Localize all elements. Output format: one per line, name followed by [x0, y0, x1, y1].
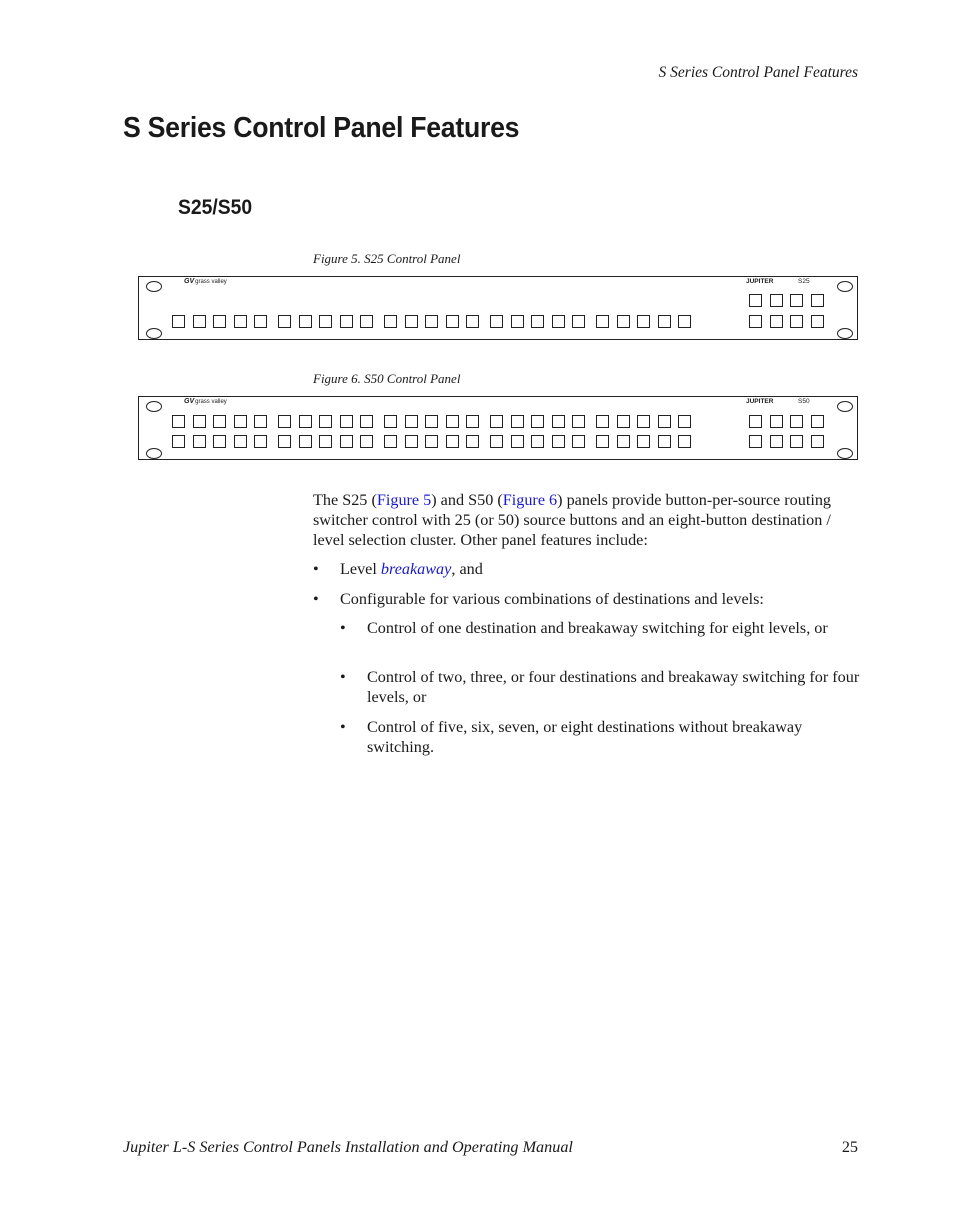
source-button: [617, 415, 630, 428]
source-button: [193, 315, 206, 328]
grass-valley-logo: [184, 398, 227, 405]
mounting-hole-icon: [146, 328, 162, 339]
destination-button: [790, 415, 803, 428]
source-button: [172, 415, 185, 428]
brand-label: JUPITER: [746, 398, 774, 405]
source-button: [490, 315, 503, 328]
footer-manual-title: Jupiter L-S Series Control Panels Installation and Operating Manual: [123, 1138, 573, 1156]
model-label: S25: [798, 278, 810, 285]
source-button: [572, 315, 585, 328]
source-button: [384, 315, 397, 328]
source-button: [617, 435, 630, 448]
destination-button: [749, 435, 762, 448]
destination-button: [790, 315, 803, 328]
source-button: [678, 435, 691, 448]
source-button: [466, 435, 479, 448]
source-button: [384, 415, 397, 428]
destination-button: [770, 294, 783, 307]
source-button: [658, 315, 671, 328]
source-button: [340, 315, 353, 328]
source-button: [572, 415, 585, 428]
source-button: [193, 435, 206, 448]
destination-button: [811, 435, 824, 448]
source-button: [278, 435, 291, 448]
logo-text: grass valley: [195, 279, 227, 285]
intro-text-1: The S25 (: [313, 491, 377, 509]
source-button: [637, 315, 650, 328]
source-button: [572, 435, 585, 448]
source-button: [531, 435, 544, 448]
source-button: [658, 415, 671, 428]
source-button: [425, 315, 438, 328]
source-button: [299, 435, 312, 448]
source-button: [360, 315, 373, 328]
bullet-icon: •: [313, 590, 319, 608]
destination-button: [749, 415, 762, 428]
bullet-1-suffix: , and: [451, 560, 483, 578]
bullet-icon: •: [340, 718, 346, 736]
source-button: [193, 415, 206, 428]
source-button: [490, 415, 503, 428]
bullet-icon: •: [313, 560, 319, 578]
source-button: [678, 315, 691, 328]
destination-button: [811, 315, 824, 328]
source-button: [596, 315, 609, 328]
mounting-hole-icon: [146, 448, 162, 459]
mounting-hole-icon: [837, 328, 853, 339]
source-button: [531, 415, 544, 428]
source-button: [172, 315, 185, 328]
source-button: [637, 435, 650, 448]
source-button: [213, 315, 226, 328]
source-button: [658, 435, 671, 448]
source-button: [319, 415, 332, 428]
source-button: [319, 315, 332, 328]
list-item-text: Control of five, six, seven, or eight destinations without breakaway switching.: [367, 718, 803, 756]
source-button: [425, 415, 438, 428]
source-button: [213, 415, 226, 428]
source-button: [405, 415, 418, 428]
source-button: [319, 435, 332, 448]
source-button: [254, 435, 267, 448]
mounting-hole-icon: [837, 401, 853, 412]
destination-button: [749, 315, 762, 328]
source-button: [254, 315, 267, 328]
mounting-hole-icon: [146, 401, 162, 412]
source-button: [234, 315, 247, 328]
destination-button: [770, 435, 783, 448]
source-button: [511, 315, 524, 328]
figure-6-caption: Figure 6. S50 Control Panel: [313, 371, 461, 386]
source-button: [617, 315, 630, 328]
grass-valley-logo: [184, 278, 227, 285]
source-button: [531, 315, 544, 328]
source-button: [360, 415, 373, 428]
logo-text: grass valley: [195, 399, 227, 405]
source-button: [340, 415, 353, 428]
source-button: [678, 415, 691, 428]
list-item-text: Control of two, three, or four destinations and breakaway switching for four levels, or: [367, 668, 860, 706]
intro-text-3: ) panels provide button-per-source routing switcher control with 25 (or 50) source buttons and an eight-button destination / level selection cluster. Other panel features include:: [313, 491, 832, 549]
destination-button: [790, 294, 803, 307]
logo-mark: GV: [184, 278, 195, 285]
source-button: [466, 315, 479, 328]
source-button: [405, 315, 418, 328]
source-button: [299, 415, 312, 428]
model-label: S50: [798, 398, 810, 405]
source-button: [446, 415, 459, 428]
source-button: [234, 435, 247, 448]
destination-button: [811, 415, 824, 428]
figure-6-link[interactable]: Figure 6: [502, 491, 558, 509]
source-button: [278, 315, 291, 328]
source-button: [405, 435, 418, 448]
figure-5-caption: Figure 5. S25 Control Panel: [313, 251, 461, 266]
source-button: [278, 415, 291, 428]
source-button: [213, 435, 226, 448]
source-button: [511, 435, 524, 448]
bullet-1-text: Level: [340, 560, 381, 578]
s50-control-panel-figure: [138, 396, 858, 460]
source-button: [552, 415, 565, 428]
source-button: [360, 435, 373, 448]
destination-button: [770, 415, 783, 428]
intro-text-2: ) and S50 (: [431, 491, 503, 509]
source-button: [552, 435, 565, 448]
destination-button: [811, 294, 824, 307]
source-button: [552, 315, 565, 328]
source-button: [299, 315, 312, 328]
mounting-hole-icon: [837, 448, 853, 459]
bullet-icon: •: [340, 668, 346, 686]
page-number: 25: [841, 1138, 858, 1156]
source-button: [340, 435, 353, 448]
section-title: S Series Control Panel Features: [123, 112, 520, 144]
source-button: [637, 415, 650, 428]
destination-button: [790, 435, 803, 448]
destination-button: [770, 315, 783, 328]
source-button: [446, 435, 459, 448]
source-button: [172, 435, 185, 448]
source-button: [596, 415, 609, 428]
source-button: [596, 435, 609, 448]
source-button: [384, 435, 397, 448]
mounting-hole-icon: [837, 281, 853, 292]
breakaway-link[interactable]: breakaway: [380, 560, 452, 578]
destination-button: [749, 294, 762, 307]
list-item-text: Control of one destination and breakaway switching for eight levels, or: [367, 619, 828, 637]
figure-5-link[interactable]: Figure 5: [376, 491, 432, 509]
source-button: [490, 435, 503, 448]
list-item-text: Configurable for various combinations of destinations and levels:: [340, 590, 764, 608]
logo-mark: GV: [184, 398, 195, 405]
subsection-title: S25/S50: [178, 196, 253, 219]
source-button: [234, 415, 247, 428]
list-item-text: [340, 559, 483, 579]
source-button: [466, 415, 479, 428]
source-button: [446, 315, 459, 328]
source-button: [511, 415, 524, 428]
source-button: [425, 435, 438, 448]
mounting-hole-icon: [146, 281, 162, 292]
source-button: [254, 415, 267, 428]
running-header: S Series Control Panel Features: [658, 64, 858, 81]
bullet-icon: •: [340, 619, 346, 637]
s25-control-panel-figure: [138, 276, 858, 340]
intro-paragraph: [313, 490, 861, 550]
brand-label: JUPITER: [746, 278, 774, 285]
